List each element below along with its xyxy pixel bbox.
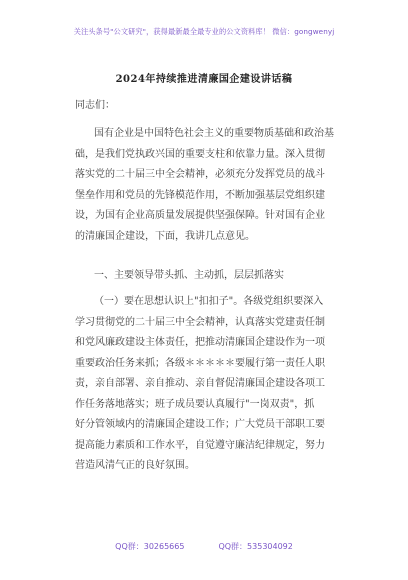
section-heading: 一、主要领导带头抓、主动抓，层层抓落实 (94, 270, 284, 281)
footer-qq-group-1: QQ群：30265665 (115, 542, 185, 551)
paragraph-line: 责，亲自部署、亲自推动、亲自督促清廉国企建设各项工 (75, 378, 325, 389)
paragraph-line: 堡垒作用和党员的先锋模范作用，不断加强基层党组织建 (75, 189, 325, 201)
paragraph-line: （一）要在思想认识上"扣扣子"。各级党组织要深入 (94, 296, 324, 307)
paragraph-line: 设，为国有企业高质量发展提供坚强保障。针对国有企业 (75, 210, 325, 221)
paragraph-intro (0, 124, 334, 247)
paragraph-line: 落实党的二十届三中全会精神，必须充分发挥党员的战斗 (75, 169, 325, 180)
paragraph-line: 重要政治任务来抓；各级＊＊＊＊＊要履行第一责任人职 (75, 357, 325, 369)
paragraph-line: 作任务落地落实；班子成员要认真履行"一岗双责"，抓 (75, 398, 315, 410)
header-note: 关注头条号"公文研究"，获得最新最全最专业的公文资料库！ 微信：gongwenyj (73, 27, 335, 36)
paragraph-line: 和党风廉政建设主体责任，把推动清廉国企建设作为一项 (75, 337, 325, 348)
paragraph-section1 (0, 292, 325, 477)
paragraph-line: 础，是我们党执政兴国的重要支柱和依靠力量。深入贯彻 (75, 148, 325, 160)
paragraph-line: 国有企业是中国特色社会主义的重要物质基础和政治基 (94, 128, 334, 139)
paragraph-line: 学习贯彻党的二十届三中全会精神，认真落实党建责任制 (75, 316, 325, 328)
paragraph-line: 的清廉国企建设，下面，我讲几点意见。 (75, 230, 255, 242)
greeting: 同志们： (75, 100, 115, 111)
paragraph-line: 好分管领域内的清廉国企建设工作；广大党员干部职工要 (75, 419, 325, 430)
footer-contact (0, 541, 408, 552)
footer-qq-group-2: QQ群：535304092 (218, 542, 293, 551)
paragraph-line: 营造风清气正的良好氛围。 (75, 460, 195, 471)
paragraph-line: 提高能力素质和工作水平，自觉遵守廉洁纪律规定，努力 (75, 439, 325, 451)
document-title: 2024年持续推进清廉国企建设讲话稿 (115, 74, 293, 85)
